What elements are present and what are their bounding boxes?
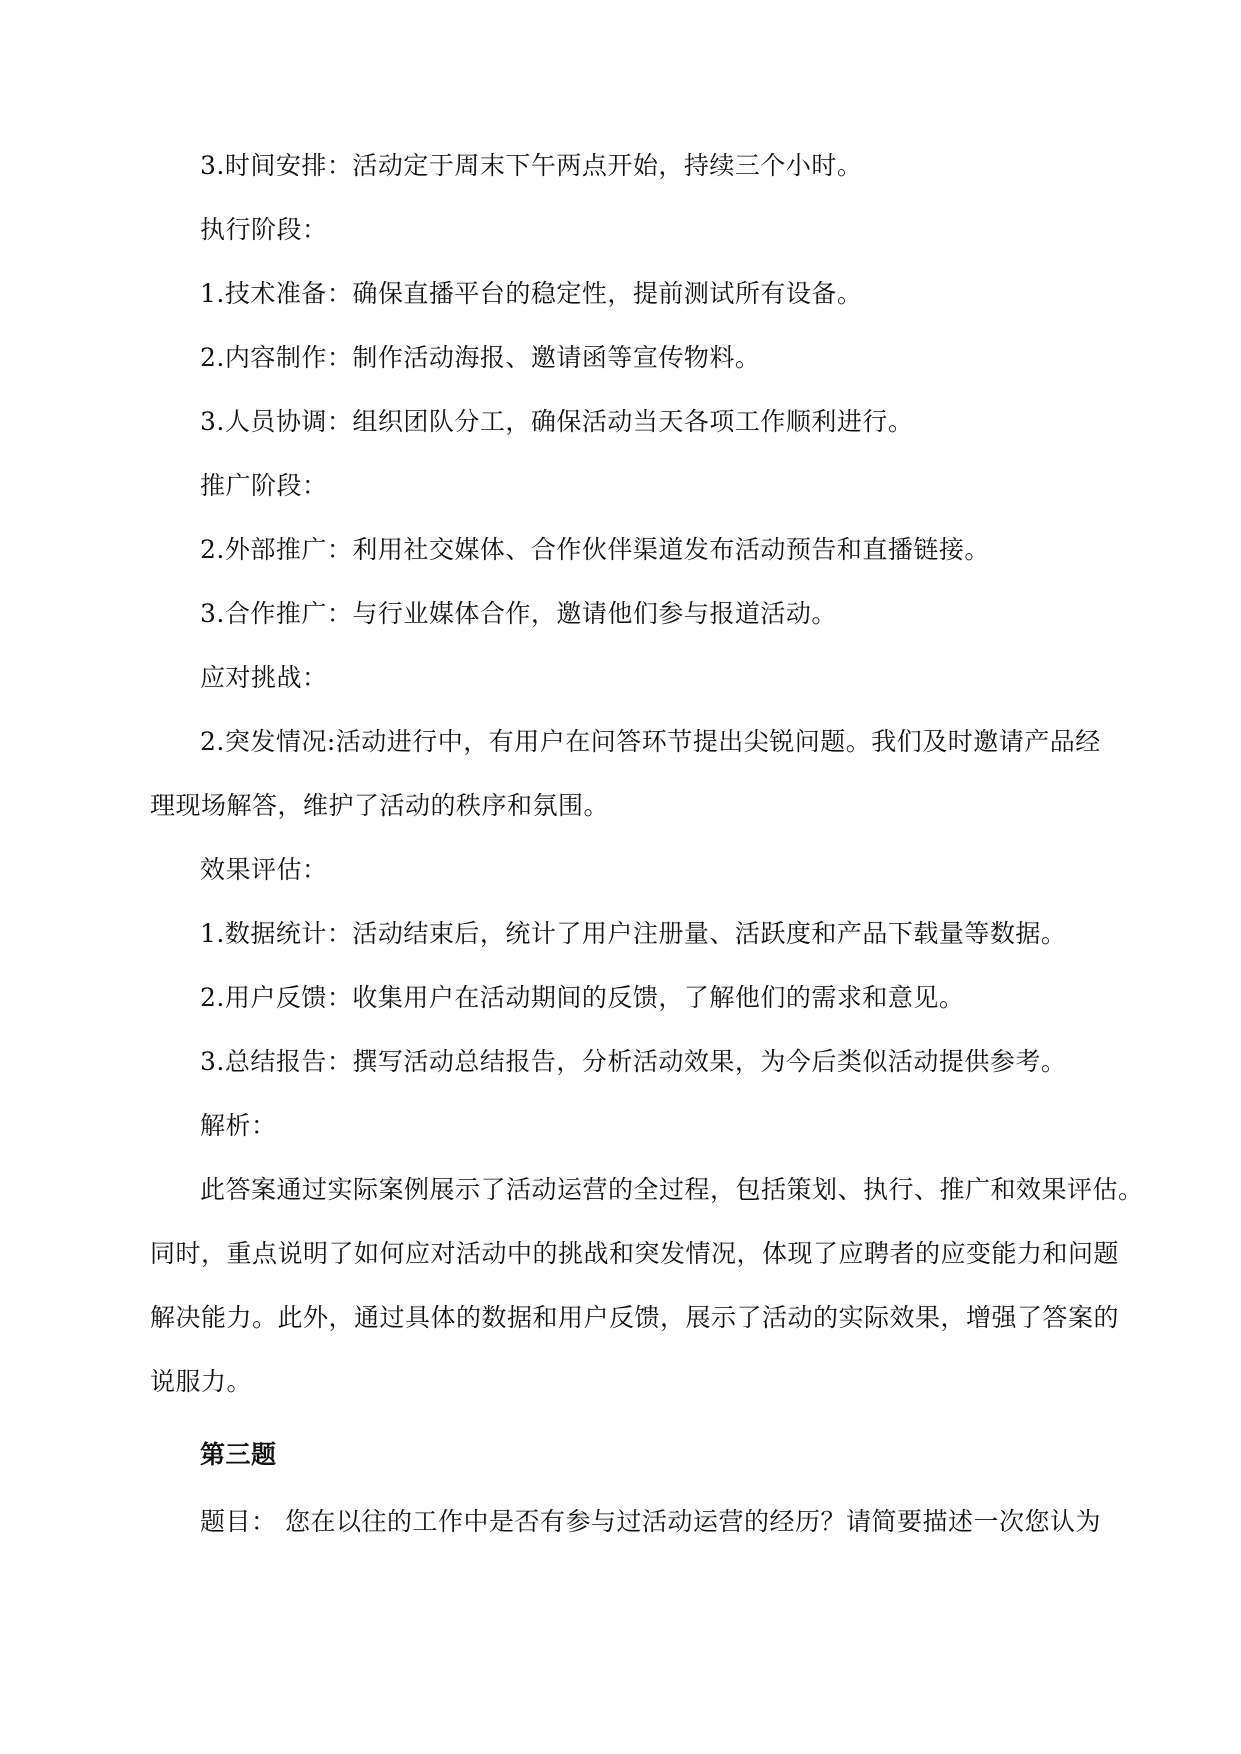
section-heading-challenges: 应对挑战： [200, 663, 328, 692]
section-heading-analysis: 解析： [200, 1111, 277, 1140]
analysis-paragraph-line: 说服力。 [150, 1367, 253, 1396]
question-heading: 第三题 [200, 1440, 277, 1469]
text-line: 3.人员协调：组织团队分工，确保活动当天各项工作顺利进行。 [200, 407, 914, 436]
text-line: 2.用户反馈：收集用户在活动期间的反馈，了解他们的需求和意见。 [200, 983, 965, 1012]
analysis-paragraph-line: 同时，重点说明了如何应对活动中的挑战和突发情况，体现了应聘者的应变能力和问题 [150, 1239, 1120, 1268]
section-heading-evaluation: 效果评估： [200, 855, 328, 884]
text-line: 2.外部推广：利用社交媒体、合作伙伴渠道发布活动预告和直播链接。 [200, 535, 990, 564]
text-line: 2.突发情况:活动进行中，有用户在问答环节提出尖锐问题。我们及时邀请产品经 [200, 727, 1101, 756]
text-line: 3.总结报告：撰写活动总结报告，分析活动效果，为今后类似活动提供参考。 [200, 1047, 1067, 1076]
text-line: 1.数据统计：活动结束后，统计了用户注册量、活跃度和产品下载量等数据。 [200, 919, 1067, 948]
analysis-paragraph-line: 解决能力。此外，通过具体的数据和用户反馈，展示了活动的实际效果，增强了答案的 [150, 1303, 1120, 1332]
text-line: 2.内容制作：制作活动海报、邀请函等宣传物料。 [200, 343, 761, 372]
section-heading-promotion: 推广阶段： [200, 471, 328, 500]
section-heading-execution: 执行阶段： [200, 215, 328, 244]
analysis-paragraph-line: 此答案通过实际案例展示了活动运营的全过程，包括策划、执行、推广和效果评估。 [200, 1175, 1144, 1204]
text-line: 1.技术准备：确保直播平台的稳定性，提前测试所有设备。 [200, 279, 863, 308]
question-text: 题目： 您在以往的工作中是否有参与过活动运营的经历？请简要描述一次您认为 [200, 1507, 1101, 1536]
text-line: 3.时间安排：活动定于周末下午两点开始，持续三个小时。 [200, 151, 863, 180]
text-line: 3.合作推广：与行业媒体合作，邀请他们参与报道活动。 [200, 599, 837, 628]
text-line: 理现场解答，维护了活动的秩序和氛围。 [150, 791, 610, 820]
